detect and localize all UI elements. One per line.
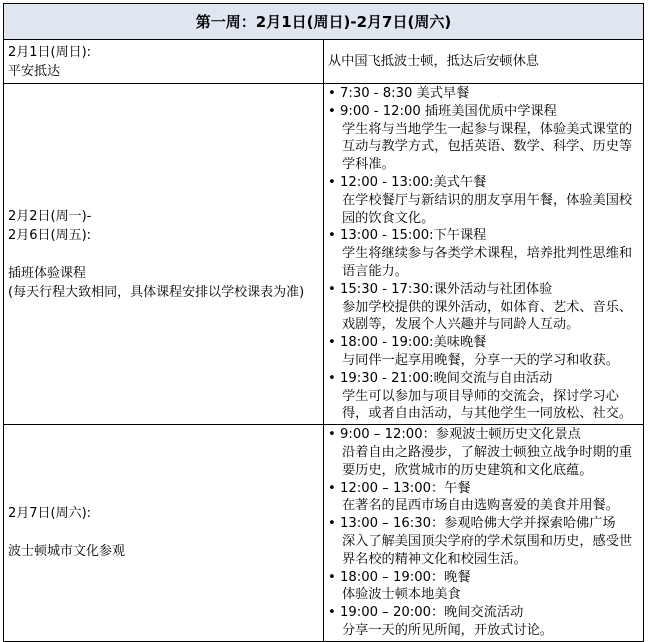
item-description: 参加学校提供的课外活动，如体育、艺术、音乐、戏剧等，发展个人兴趣并与同龄人互动。 (342, 299, 633, 333)
schedule-item (328, 426, 639, 479)
item-time: • 19:00 – 20:00：晚间交流活动 (328, 604, 639, 622)
item-description: 在著名的昆西市场自由选购喜爱的美食并用餐。 (342, 498, 619, 514)
item-description: 与同伴一起享用晚餐，分享一天的学习和收获。 (342, 352, 619, 368)
schedule-item (328, 604, 639, 640)
schedule-item (328, 515, 639, 568)
day-label-feb2-6: 2月2日(周一)- 2月6日(周五): 插班体验课程 (每天行程大致相同，具体课程安排以学校课表为准) (4, 84, 324, 425)
item-description: 学生将与当地学生一起参与课程，体验美式课堂的互动与教学方式，包括英语、数学、科学、历史等学科准。 (342, 121, 633, 173)
schedule-saturday (324, 425, 644, 642)
schedule-weekdays (324, 84, 644, 425)
schedule-item (328, 227, 639, 280)
item-time: • 7:30 - 8:30 美式早餐 (328, 85, 639, 103)
day-label-feb1: 2月1日(周日): 平安抵达 (4, 40, 324, 84)
schedule-item (328, 85, 639, 103)
item-time: • 13:00 - 15:00:下午课程 (328, 227, 639, 245)
item-description: 学生可以参加与项目导师的交流会，探讨学习心得，或者自由活动，与其他学生一同放松、社交。 (342, 388, 633, 422)
arrival-text: 从中国飞抵波士顿，抵达后安顿休息 (328, 53, 539, 69)
day-label-feb7: 2月7日(周六): 波士顿城市文化参观 (4, 425, 324, 642)
item-description: 分享一天的所见所闻，开放式讨论。 (342, 622, 553, 638)
schedule-item (328, 103, 639, 174)
item-description: 学生将继续参与各类学术课程，培养批判性思维和语言能力。 (342, 246, 633, 279)
item-time: • 9:00 – 12:00：参观波士顿历史文化景点 (328, 426, 639, 444)
item-time: • 13:00 – 16:30：参观哈佛大学并探索哈佛广场 (328, 515, 639, 533)
schedule-item (328, 334, 639, 370)
item-time: • 19:30 - 21:00:晚间交流与自由活动 (328, 370, 639, 388)
schedule-arrival (324, 40, 644, 84)
item-description: 沿着自由之路漫步，了解波士顿独立战争时期的重要历史，欣赏城市的历史建筑和文化底蕴。 (342, 444, 633, 478)
schedule-item (328, 480, 639, 516)
schedule-item (328, 370, 639, 423)
item-description: 在学校餐厅与新结识的朋友享用午餐，体验美国校园的饮食文化。 (342, 192, 633, 226)
item-time: • 15:30 - 17:30:课外活动与社团体验 (328, 281, 639, 299)
schedule-item (328, 281, 639, 334)
item-time: • 18:00 - 19:00:美味晚餐 (328, 334, 639, 352)
item-description: 深入了解美国顶尖学府的学术氛围和历史，感受世界名校的精神文化和校园生活。 (342, 533, 633, 567)
itinerary-table (3, 3, 644, 642)
week-title: 第一周：2月1日(周日)-2月7日(周六) (4, 4, 644, 40)
item-time: • 12:00 - 13:00:美式午餐 (328, 174, 639, 192)
schedule-item (328, 174, 639, 227)
item-description: 体验波士顿本地美食 (342, 587, 461, 603)
schedule-item (328, 569, 639, 605)
item-time: • 12:00 – 13:00：午餐 (328, 480, 639, 498)
item-time: • 18:00 – 19:00：晚餐 (328, 569, 639, 587)
item-time: • 9:00 - 12:00 插班美国优质中学课程 (328, 103, 639, 121)
